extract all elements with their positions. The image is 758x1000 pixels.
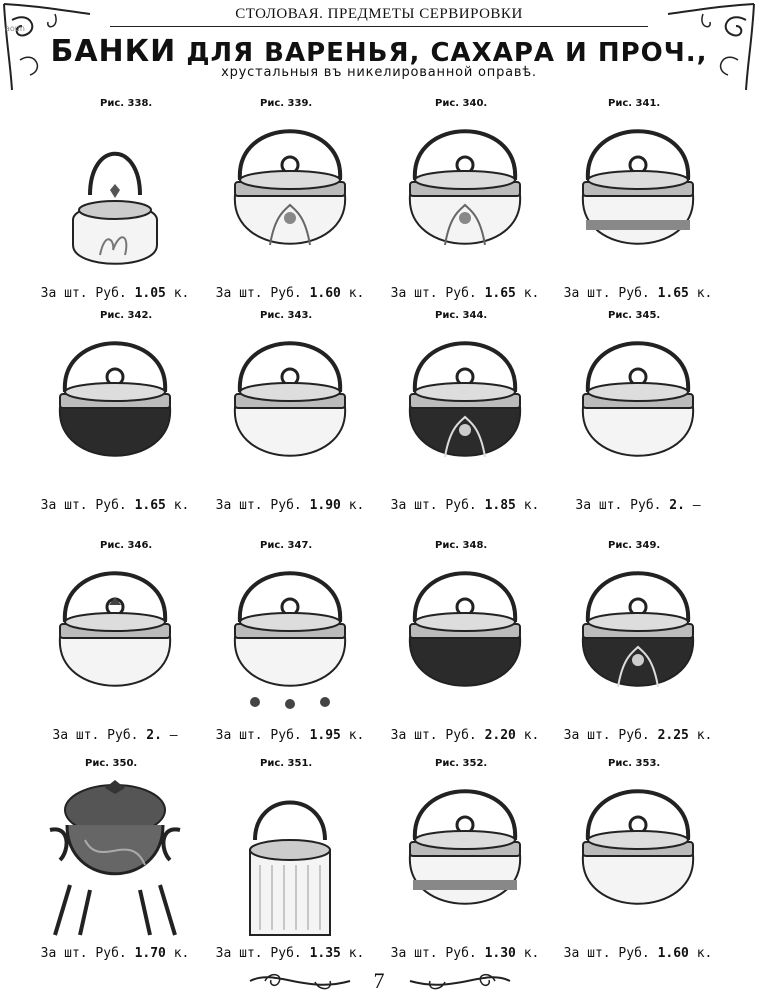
- price-label: [548, 946, 728, 961]
- price-amount: 1.70: [134, 946, 166, 961]
- page-number: 7: [373, 968, 385, 993]
- catalog-item: [25, 758, 205, 968]
- price-label: [375, 498, 555, 513]
- figure-label: Рис. 352.: [435, 758, 488, 769]
- price-label: [25, 286, 205, 301]
- price-amount: 1.65: [657, 286, 689, 301]
- catalog-item: [25, 98, 205, 308]
- jar-illustration: [45, 552, 185, 732]
- catalog-item: [548, 98, 728, 308]
- figure-label: Рис. 340.: [435, 98, 488, 109]
- price-label: [200, 498, 380, 513]
- price-label: [25, 946, 205, 961]
- figure-label: Рис. 345.: [608, 310, 661, 321]
- price-unit: к.: [515, 286, 540, 301]
- price-unit: —: [684, 498, 701, 513]
- page-subtitle: хрустальныя въ никелированной оправѣ.: [221, 65, 537, 80]
- price-label: [375, 728, 555, 743]
- catalog-item: [548, 540, 728, 750]
- price-prefix: За шт. Руб.: [215, 286, 310, 301]
- price-amount: 2.: [146, 728, 162, 743]
- price-prefix: За шт. Руб.: [40, 286, 135, 301]
- price-amount: 1.60: [309, 286, 341, 301]
- price-prefix: За шт. Руб.: [563, 728, 658, 743]
- jar-illustration: [395, 552, 535, 732]
- catalog-item: [375, 98, 555, 308]
- catalog-item: [200, 758, 380, 968]
- jar-illustration: [220, 322, 360, 502]
- price-amount: 1.65: [134, 498, 166, 513]
- price-unit: к.: [688, 946, 713, 961]
- price-label: [200, 728, 380, 743]
- jar-illustration: [395, 110, 535, 290]
- price-prefix: За шт. Руб.: [563, 946, 658, 961]
- price-prefix: За шт. Руб.: [40, 946, 135, 961]
- figure-label: Рис. 351.: [260, 758, 313, 769]
- figure-label: Рис. 344.: [435, 310, 488, 321]
- price-amount: 1.30: [484, 946, 516, 961]
- price-prefix: За шт. Руб.: [215, 946, 310, 961]
- jar-illustration: [568, 110, 708, 290]
- price-label: [200, 286, 380, 301]
- price-prefix: За шт. Руб.: [40, 498, 135, 513]
- price-unit: к.: [688, 728, 713, 743]
- jar-illustration: [45, 110, 185, 290]
- price-prefix: За шт. Руб.: [390, 286, 485, 301]
- price-unit: к.: [340, 946, 365, 961]
- price-amount: 2.20: [484, 728, 516, 743]
- jar-illustration: [395, 770, 535, 950]
- price-label: [200, 946, 380, 961]
- catalog-item: [25, 540, 205, 750]
- figure-label: Рис. 349.: [608, 540, 661, 551]
- price-unit: к.: [515, 946, 540, 961]
- price-prefix: За шт. Руб.: [575, 498, 670, 513]
- price-prefix: За шт. Руб.: [215, 728, 310, 743]
- catalog-item: [25, 310, 205, 520]
- figure-label: Рис. 341.: [608, 98, 661, 109]
- price-unit: к.: [340, 286, 365, 301]
- jar-illustration: [568, 552, 708, 732]
- catalog-item: [375, 540, 555, 750]
- price-amount: 1.85: [484, 498, 516, 513]
- jar-illustration: [568, 770, 708, 950]
- footer-ornament-right-icon: [405, 966, 515, 996]
- price-amount: 1.60: [657, 946, 689, 961]
- price-unit: к.: [165, 946, 190, 961]
- price-label: [548, 498, 728, 513]
- jar-illustration: [45, 322, 185, 502]
- price-prefix: За шт. Руб.: [52, 728, 147, 743]
- price-amount: 2.: [669, 498, 685, 513]
- jar-illustration: [395, 322, 535, 502]
- catalog-item: [200, 98, 380, 308]
- price-unit: к.: [515, 728, 540, 743]
- price-prefix: За шт. Руб.: [390, 728, 485, 743]
- catalog-item: [200, 540, 380, 750]
- jar-illustration: [45, 770, 185, 950]
- price-label: [25, 728, 205, 743]
- title-lead: БАНКИ: [50, 34, 177, 69]
- price-prefix: За шт. Руб.: [390, 946, 485, 961]
- figure-label: Рис. 350.: [85, 758, 138, 769]
- price-amount: 1.90: [309, 498, 341, 513]
- price-amount: 1.95: [309, 728, 341, 743]
- price-unit: к.: [688, 286, 713, 301]
- running-head: СТОЛОВАЯ. ПРЕДМЕТЫ СЕРВИРОВКИ: [235, 6, 523, 22]
- catalog-item: [200, 310, 380, 520]
- price-unit: к.: [165, 498, 190, 513]
- price-label: [548, 286, 728, 301]
- price-amount: 1.05: [134, 286, 166, 301]
- catalog-item: [548, 758, 728, 968]
- price-label: [25, 498, 205, 513]
- catalog-item: [375, 310, 555, 520]
- jar-illustration: [568, 322, 708, 502]
- price-amount: 1.35: [309, 946, 341, 961]
- site-watermark: aoun: [5, 24, 25, 33]
- price-unit: к.: [340, 498, 365, 513]
- catalog-item: [375, 758, 555, 968]
- price-label: [375, 946, 555, 961]
- figure-label: Рис. 343.: [260, 310, 313, 321]
- jar-illustration: [220, 770, 360, 950]
- price-amount: 1.65: [484, 286, 516, 301]
- figure-label: Рис. 348.: [435, 540, 488, 551]
- price-unit: к.: [340, 728, 365, 743]
- price-label: [375, 286, 555, 301]
- price-prefix: За шт. Руб.: [563, 286, 658, 301]
- title-rest: ДЛЯ ВАРЕНЬЯ, САХАРА И ПРОЧ.,: [186, 38, 708, 68]
- figure-label: Рис. 346.: [100, 540, 153, 551]
- price-prefix: За шт. Руб.: [215, 498, 310, 513]
- figure-label: Рис. 347.: [260, 540, 313, 551]
- jar-illustration: [220, 552, 360, 732]
- figure-label: Рис. 338.: [100, 98, 153, 109]
- price-label: [548, 728, 728, 743]
- price-amount: 2.25: [657, 728, 689, 743]
- jar-illustration: [220, 110, 360, 290]
- price-prefix: За шт. Руб.: [390, 498, 485, 513]
- figure-label: Рис. 339.: [260, 98, 313, 109]
- price-unit: к.: [515, 498, 540, 513]
- catalog-item: [548, 310, 728, 520]
- figure-label: Рис. 353.: [608, 758, 661, 769]
- figure-label: Рис. 342.: [100, 310, 153, 321]
- price-unit: к.: [165, 286, 190, 301]
- price-unit: —: [161, 728, 178, 743]
